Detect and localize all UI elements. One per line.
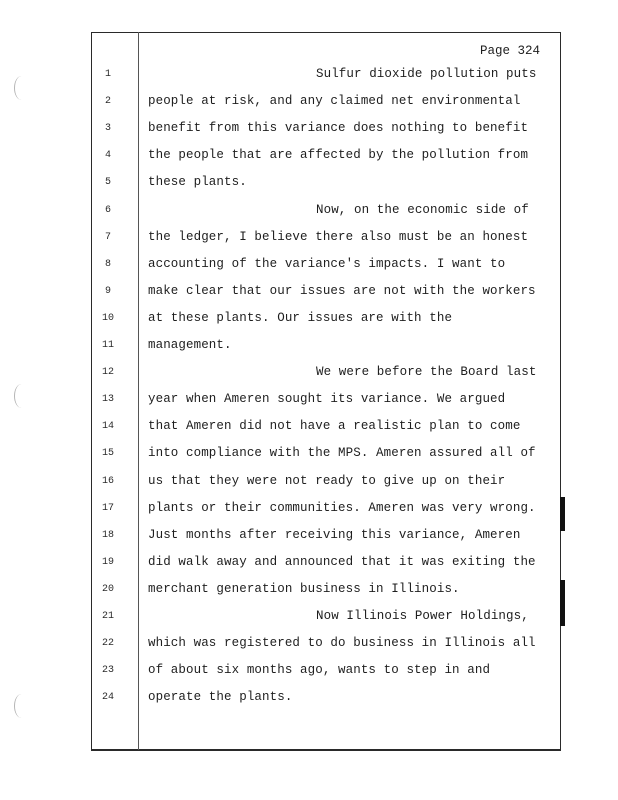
transcript-line: Just months after receiving this variance, Ameren — [148, 528, 521, 542]
line-number: 17 — [101, 503, 114, 514]
transcript-line: make clear that our issues are not with the workers — [148, 284, 536, 298]
transcript-line: Now, on the economic side of — [316, 203, 529, 217]
scan-edge-mark — [560, 580, 565, 626]
line-number: 23 — [101, 665, 114, 676]
transcript-line: We were before the Board last — [316, 365, 537, 379]
transcript-line: plants or their communities. Ameren was very wrong. — [148, 501, 536, 515]
line-number: 8 — [104, 259, 111, 270]
transcript-line: management. — [148, 338, 232, 352]
line-number: 18 — [101, 530, 114, 541]
transcript-line: Sulfur dioxide pollution puts — [316, 67, 537, 81]
transcript-line: these plants. — [148, 175, 247, 189]
scan-edge-mark — [560, 497, 565, 531]
transcript-line: benefit from this variance does nothing to benefit — [148, 121, 529, 135]
line-number: 19 — [101, 557, 114, 568]
line-number: 10 — [101, 313, 114, 324]
line-number: 20 — [101, 584, 114, 595]
line-number: 9 — [104, 286, 111, 297]
line-number: 22 — [101, 638, 114, 649]
line-number: 16 — [101, 476, 114, 487]
transcript-line: into compliance with the MPS. Ameren assured all of — [148, 446, 536, 460]
line-number-margin-rule — [138, 32, 139, 750]
line-number: 21 — [101, 611, 114, 622]
line-number: 3 — [104, 123, 111, 134]
transcript-line: which was registered to do business in Illinois all — [148, 636, 536, 650]
line-number: 7 — [104, 232, 111, 243]
transcript-line: year when Ameren sought its variance. We argued — [148, 392, 506, 406]
line-number: 11 — [101, 340, 114, 351]
page-number: Page 324 — [480, 44, 541, 58]
transcript-line: operate the plants. — [148, 690, 293, 704]
transcript-line: merchant generation business in Illinois. — [148, 582, 460, 596]
line-number: 6 — [104, 205, 111, 216]
punch-hole-mark — [14, 694, 29, 718]
line-number: 5 — [104, 177, 111, 188]
line-number: 14 — [101, 421, 114, 432]
transcript-line: the people that are affected by the pollution from — [148, 148, 529, 162]
transcript-line: did walk away and announced that it was exiting the — [148, 555, 536, 569]
line-number: 1 — [104, 69, 111, 80]
transcript-line: of about six months ago, wants to step in and — [148, 663, 491, 677]
transcript-line: Now Illinois Power Holdings, — [316, 609, 529, 623]
line-number: 24 — [101, 692, 114, 703]
transcript-line: at these plants. Our issues are with the — [148, 311, 453, 325]
transcript-line: us that they were not ready to give up on their — [148, 474, 506, 488]
line-number: 12 — [101, 367, 114, 378]
line-number: 15 — [101, 448, 114, 459]
transcript-line: the ledger, I believe there also must be an honest — [148, 230, 529, 244]
line-number: 4 — [104, 150, 111, 161]
page-bottom-rule — [91, 750, 561, 751]
transcript-line: accounting of the variance's impacts. I want to — [148, 257, 506, 271]
punch-hole-mark — [14, 384, 29, 408]
line-number: 2 — [104, 96, 111, 107]
transcript-line: that Ameren did not have a realistic plan to come — [148, 419, 521, 433]
transcript-line: people at risk, and any claimed net environmental — [148, 94, 521, 108]
punch-hole-mark — [14, 76, 29, 100]
line-number: 13 — [101, 394, 114, 405]
